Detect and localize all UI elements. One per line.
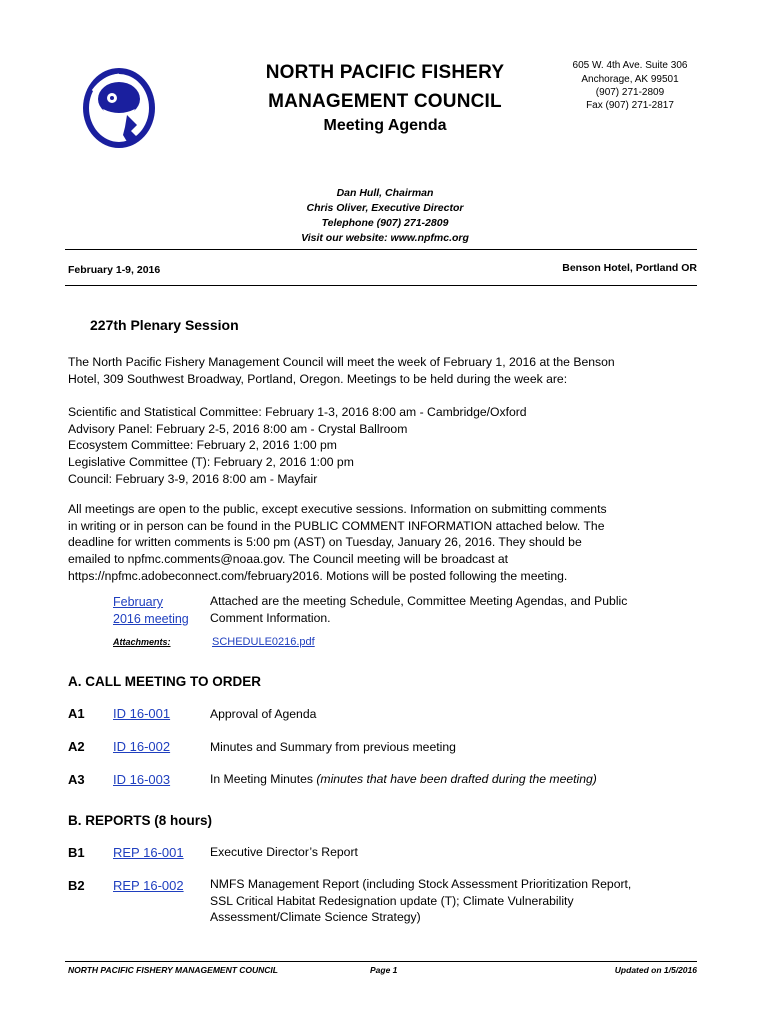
schedule-item: Council: February 3-9, 2016 8:00 am - Mayfair xyxy=(68,471,318,486)
meeting-link-line2[interactable]: 2016 meeting xyxy=(113,611,189,626)
header-divider xyxy=(65,249,697,250)
text-line: Comment Information. xyxy=(210,610,331,625)
text-line: NMFS Management Report (including Stock Assessment Prioritization Report, xyxy=(210,877,632,891)
item-code: B1 xyxy=(68,845,85,860)
fax-line: Fax (907) 271-2817 xyxy=(586,100,674,111)
text-line: All meetings are open to the public, except executive sessions. Information on submitting comments xyxy=(68,502,607,516)
meeting-schedule xyxy=(68,404,668,488)
footer-updated: Updated on 1/5/2016 xyxy=(614,965,697,975)
text-line: Hotel, 309 Southwest Broadway, Portland, Oregon. Meetings to be held during the week are: xyxy=(68,371,568,386)
item-description xyxy=(210,844,670,861)
schedule-item: Legislative Committee (T): February 2, 2016 1:00 pm xyxy=(68,455,354,470)
item-description: Minutes and Summary from previous meeting xyxy=(210,740,456,754)
footer-council: NORTH PACIFIC FISHERY MANAGEMENT COUNCIL xyxy=(68,965,278,975)
item-code: A1 xyxy=(68,706,85,721)
meeting-link-line1[interactable]: February xyxy=(113,595,164,609)
text-line: emailed to npfmc.comments@noaa.gov. The Council meeting will be broadcast at xyxy=(68,552,509,567)
meeting-dates: February 1-9, 2016 xyxy=(68,264,161,276)
item-description xyxy=(210,876,670,926)
director-line: Chris Oliver, Executive Director xyxy=(306,202,464,214)
schedule-item: Advisory Panel: February 2-5, 2016 8:00 am - Crystal Ballroom xyxy=(68,421,408,436)
item-code: A3 xyxy=(68,772,85,787)
text-line: https://npfmc.adobeconnect.com/february2016. Motions will be posted following the meeting. xyxy=(68,568,568,583)
text-line: SSL Critical Habitat Redesignation update (T); Climate Vulnerability xyxy=(210,893,574,908)
meta-divider xyxy=(65,285,697,286)
item-desc-text: In Meeting Minutes xyxy=(210,772,317,786)
item-ref-link[interactable]: REP 16-001 xyxy=(113,845,184,860)
section-a-title: A. CALL MEETING TO ORDER xyxy=(68,674,262,689)
section-b-title: B. REPORTS (8 hours) xyxy=(68,813,213,828)
item-description xyxy=(210,771,670,788)
address-line: Anchorage, AK 99501 xyxy=(581,74,679,85)
text-line: deadline for written comments is 5:00 pm (AST) on Tuesday, January 26, 2016. They should be xyxy=(68,535,582,550)
item-ref-link[interactable]: ID 16-003 xyxy=(113,772,171,787)
footer-page: Page 1 xyxy=(370,965,398,975)
intro-paragraph xyxy=(68,354,668,387)
telephone-line: Telephone (907) 271-2809 xyxy=(321,217,449,229)
item-code: A2 xyxy=(68,739,85,754)
item-ref-link[interactable]: REP 16-002 xyxy=(113,878,184,893)
public-info-paragraph xyxy=(68,501,668,585)
item-ref-link[interactable]: ID 16-001 xyxy=(113,706,171,721)
session-title: 227th Plenary Session xyxy=(90,317,239,333)
text-line: Assessment/Climate Science Strategy) xyxy=(210,910,421,925)
item-desc-note: (minutes that have been drafted during the meeting) xyxy=(316,772,597,786)
text-line: Executive Director’s Report xyxy=(210,845,358,859)
council-title-line2: MANAGEMENT COUNCIL xyxy=(268,91,502,112)
chairman-line: Dan Hull, Chairman xyxy=(336,187,434,199)
schedule-item: Ecosystem Committee: February 2, 2016 1:00 pm xyxy=(68,438,337,453)
item-ref-link[interactable]: ID 16-002 xyxy=(113,739,171,754)
text-line: Attached are the meeting Schedule, Committee Meeting Agendas, and Public xyxy=(210,594,628,608)
address-line: 605 W. 4th Ave. Suite 306 xyxy=(572,60,688,71)
item-description: Approval of Agenda xyxy=(210,707,317,721)
phone-line: (907) 271-2809 xyxy=(595,87,665,98)
website-line: Visit our website: www.npfmc.org xyxy=(301,232,469,244)
schedule-item: Scientific and Statistical Committee: February 1-3, 2016 8:00 am - Cambridge/Oxford xyxy=(68,405,527,419)
february-meeting-link[interactable] xyxy=(113,594,189,627)
item-code: B2 xyxy=(68,878,85,893)
footer-divider xyxy=(65,961,697,962)
text-line: in writing or in person can be found in the PUBLIC COMMENT INFORMATION attached below. The xyxy=(68,518,605,533)
page-subtitle: Meeting Agenda xyxy=(323,117,447,134)
council-title-line1: NORTH PACIFIC FISHERY xyxy=(265,62,505,83)
attachments-label: Attachments: xyxy=(113,637,171,647)
council-logo xyxy=(79,65,159,155)
meeting-link-description xyxy=(210,593,670,626)
meeting-location: Benson Hotel, Portland OR xyxy=(562,262,697,274)
schedule-pdf-link[interactable]: SCHEDULE0216.pdf xyxy=(212,636,315,648)
text-line: The North Pacific Fishery Management Council will meet the week of February 1, 2016 at the Benson xyxy=(68,355,615,369)
